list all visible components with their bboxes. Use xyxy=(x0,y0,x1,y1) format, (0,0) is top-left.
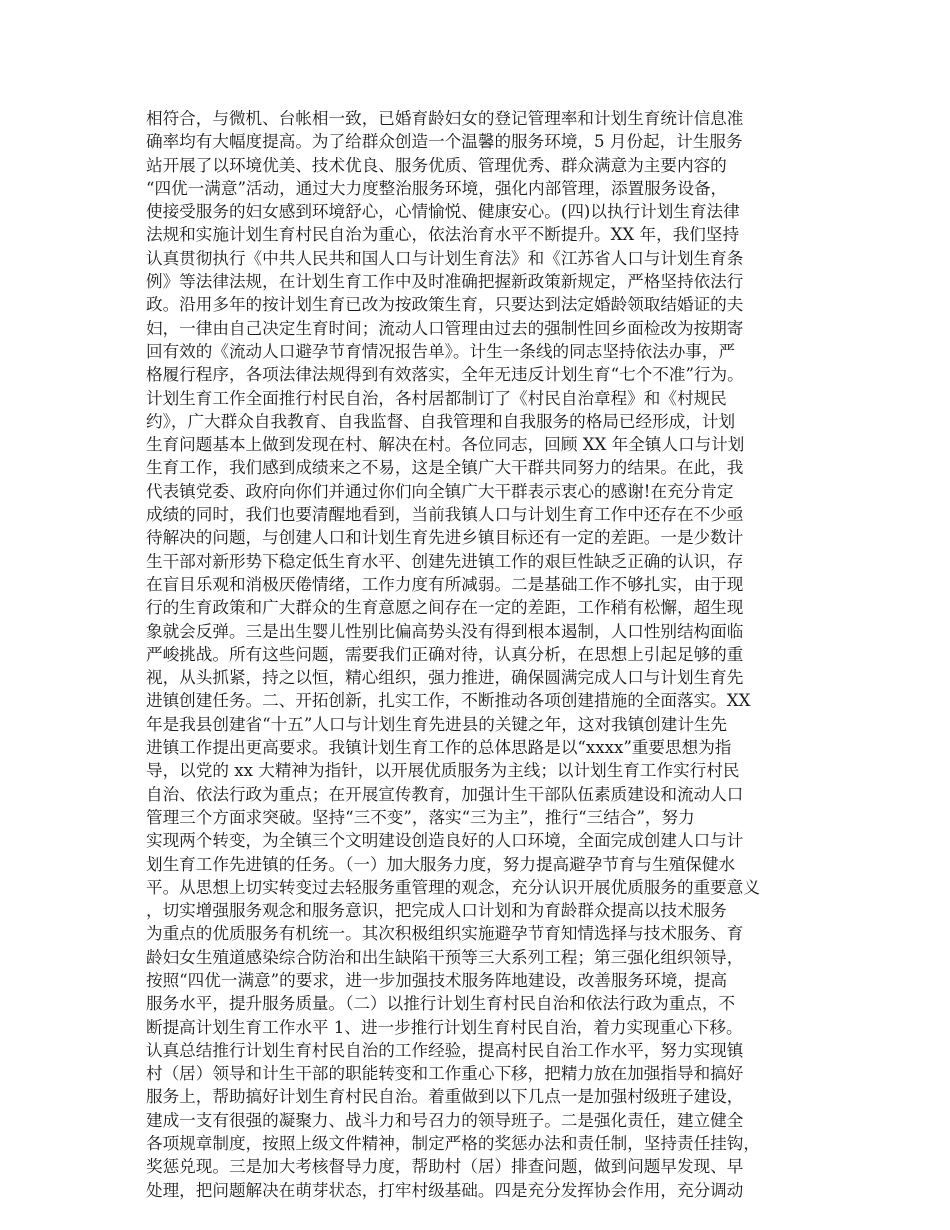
text-line: 生育工作，我们感到成绩来之不易，这是全镇广大干群共同努力的结果。在此，我 xyxy=(146,458,744,478)
text-line: 各项规章制度，按照上级文件精神，制定严格的奖惩办法和责任制，坚持责任挂钩， xyxy=(146,1134,760,1154)
text-line: 服务水平，提升服务质量。（二）以推行计划生育村民自治和依法行政为重点，不 xyxy=(146,994,736,1014)
text-line: 妇，一律由自己决定生育时间；流动人口管理由过去的强制性回乡面检改为按期寄 xyxy=(146,318,744,338)
text-line: 格履行程序，各项法律法规得到有效落实，全年无违反计划生育“七个不准”行为。 xyxy=(146,365,744,385)
text-line: 生干部对新形势下稳定低生育水平、创建先进镇工作的艰巨性缺乏正确的认识，存 xyxy=(146,551,744,571)
text-line: 法规和实施计划生育村民自治为重心，依法治育水平不断提升。XX 年，我们坚持 xyxy=(146,225,740,245)
text-line: 进镇创建任务。二、开拓创新，扎实工作，不断推动各项创建措施的全面落实。XX xyxy=(146,691,751,711)
text-line: 为重点的优质服务有机统一。其次积极组织实施避孕节育知情选择与技术服务、育 xyxy=(146,924,744,944)
text-line: 待解决的问题，与创建人口和计划生育先进乡镇目标还有一定的差距。一是少数计 xyxy=(146,528,744,548)
text-line: 象就会反弹。三是出生婴儿性别比偏高势头没有得到根本遏制，人口性别结构面临 xyxy=(146,621,744,641)
text-line: 管理三个方面求突破。坚持“三不变”，落实“三为主”，推行“三结合”，努力 xyxy=(146,807,695,827)
text-line: 导，以党的 xx 大精神为指针，以开展优质服务为主线；以计划生育工作实行村民 xyxy=(146,761,740,781)
text-line: 视，从头抓紧，持之以恒，精心组织，强力推进，确保圆满完成人口与计划生育先 xyxy=(146,668,744,688)
text-line: 认真贯彻执行《中共人民共和国人口与计划生育法》和《江苏省人口与计划生育条 xyxy=(146,248,744,268)
text-line: 村（居）领导和计生干部的职能转变和工作重心下移，把精力放在加强指导和搞好 xyxy=(146,1064,744,1084)
text-line: 严峻挑战。所有这些问题，需要我们正确对待，认真分析，在思想上引起足够的重 xyxy=(146,644,744,664)
text-line: 龄妇女生殖道感染综合防治和出生缺陷干预等三大系列工程；第三强化组织领导， xyxy=(146,947,744,967)
text-line: 按照“四优一满意”的要求，进一步加强技术服务阵地建设，改善服务环境，提高 xyxy=(146,970,728,990)
text-line: 例》等法律法规，在计划生育工作中及时准确把握新政策新规定，严格坚持依法行 xyxy=(146,272,744,292)
text-line: 使接受服务的妇女感到环境舒心，心情愉悦、健康安心。(四)以执行计划生育法律 xyxy=(146,202,740,222)
text-line: 计划生育工作全面推行村民自治，各村居都制订了《村民自治章程》和《村规民 xyxy=(146,388,727,408)
text-line: 在盲目乐观和消极厌倦情绪，工作力度有所减弱。二是基础工作不够扎实，由于现 xyxy=(146,574,744,594)
text-line: 实现两个转变，为全镇三个文明建设创造良好的人口环境，全面完成创建人口与计 xyxy=(146,831,744,851)
text-line: “四优一满意”活动，通过大力度整治服务环境，强化内部管理，添置服务设备， xyxy=(146,178,728,198)
text-line: ，切实增强服务观念和服务意识，把完成人口计划和为育龄群众提高以技术服务 xyxy=(146,901,727,921)
text-line: 年是我县创建省“十五”人口与计划生育先进县的关键之年，这对我镇创建计生先 xyxy=(146,714,728,734)
text-line: 政。沿用多年的按计划生育已改为按政策生育，只要达到法定婚龄领取结婚证的夫 xyxy=(146,295,744,315)
text-line: 生育问题基本上做到发现在村、解决在村。各位同志，回顾 XX 年全镇人口与计划 xyxy=(146,435,745,455)
text-line: 自治、依法行政为重点；在开展宣传教育，加强计生干部队伍素质建设和流动人口 xyxy=(146,784,744,804)
text-line: 进镇工作提出更高要求。我镇计划生育工作的总体思路是以“xxxx”重要思想为指 xyxy=(146,738,732,758)
body-text xyxy=(146,107,826,1202)
text-line: 认真总结推行计划生育村民自治的工作经验，提高村民自治工作水平，努力实现镇 xyxy=(146,1040,744,1060)
text-line: 约》，广大群众自我教育、自我监督、自我管理和自我服务的格局已经形成，计划 xyxy=(146,411,736,431)
text-line: 断提高计划生育工作水平 1、进一步推行计划生育村民自治，着力实现重心下移。 xyxy=(146,1017,743,1037)
text-line: 平。从思想上切实转变过去轻服务重管理的观念，充分认识开展优质服务的重要意义 xyxy=(146,877,760,897)
text-line: 处理，把问题解决在萌芽状态，打牢村级基础。四是充分发挥协会作用，充分调动 xyxy=(146,1180,744,1200)
text-line: 服务上，帮助搞好计划生育村民自治。着重做到以下几点一是加强村级班子建设， xyxy=(146,1087,744,1107)
text-line: 确率均有大幅度提高。为了给群众创造一个温馨的服务环境，5 月份起，计生服务 xyxy=(146,132,743,152)
text-line: 行的生育政策和广大群众的生育意愿之间存在一定的差距，工作稍有松懈，超生现 xyxy=(146,598,744,618)
text-line: 成绩的同时，我们也要清醒地看到，当前我镇人口与计划生育工作中还存在不少亟 xyxy=(146,505,744,525)
text-line: 划生育工作先进镇的任务。（一）加大服务力度，努力提高避孕节育与生殖保健水 xyxy=(146,854,736,874)
text-line: 站开展了以环境优美、技术优良、服务优质、管理优秀、群众满意为主要内容的 xyxy=(146,155,727,175)
text-line: 奖惩兑现。三是加大考核督导力度，帮助村（居）排查问题，做到问题早发现、早 xyxy=(146,1157,744,1177)
text-line: 代表镇党委、政府向你们并通过你们向全镇广大干群表示衷心的感谢!在充分肯定 xyxy=(146,481,734,501)
text-line: 建成一支有很强的凝聚力、战斗力和号召力的领导班子。二是强化责任，建立健全 xyxy=(146,1110,744,1130)
text-line: 相符合，与微机、台帐相一致，已婚育龄妇女的登记管理率和计划生育统计信息准 xyxy=(146,109,744,128)
text-line: 回有效的《流动人口避孕节育情况报告单》。计生一条线的同志坚持依法办事，严 xyxy=(146,341,736,361)
